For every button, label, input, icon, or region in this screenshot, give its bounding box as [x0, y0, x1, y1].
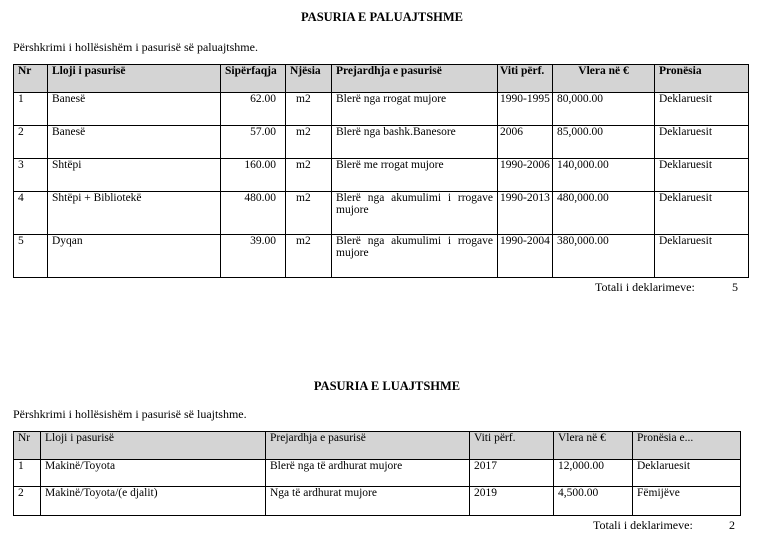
immovable-title: PASURIA E PALUAJTSHME — [300, 10, 464, 24]
cell-value: 12,000.00 — [554, 460, 633, 487]
col-header-year: Viti përf. — [498, 65, 553, 93]
cell-nr: 2 — [14, 126, 48, 159]
cell-owner: Deklaruesit — [655, 235, 749, 278]
cell-type: Makinë/Toyota — [41, 460, 266, 487]
col-header-year: Viti përf. — [470, 432, 554, 460]
table-row — [14, 126, 749, 159]
cell-year: 2019 — [470, 487, 554, 516]
cell-owner: Deklaruesit — [655, 126, 749, 159]
col-header-type: Lloji i pasurisë — [48, 65, 221, 93]
cell-nr: 4 — [14, 192, 48, 235]
cell-year: 1990-2013 — [498, 192, 553, 235]
cell-origin: Blerë me rrogat mujore — [332, 159, 498, 192]
cell-owner: Deklaruesit — [655, 192, 749, 235]
cell-type: Shtëpi + Bibliotekë — [48, 192, 221, 235]
movable-description: Përshkrimi i hollësishëm i pasurisë së luajtshme. — [13, 407, 247, 421]
table-row — [14, 460, 741, 487]
cell-owner: Fëmijëve — [633, 487, 741, 516]
cell-origin: Blerë nga akumulimi i rrogave mujore — [332, 192, 498, 235]
cell-area: 160.00 — [221, 159, 286, 192]
cell-origin: Blerë nga të ardhurat mujore — [266, 460, 470, 487]
table-row — [14, 235, 749, 278]
cell-nr: 5 — [14, 235, 48, 278]
cell-year: 1990-2004 — [498, 235, 553, 278]
cell-year: 2017 — [470, 460, 554, 487]
immovable-header-row — [14, 65, 749, 93]
cell-nr: 3 — [14, 159, 48, 192]
col-header-owner: Pronësia e... — [633, 432, 741, 460]
cell-year: 1990-2006 — [498, 159, 553, 192]
cell-type: Banesë — [48, 93, 221, 126]
cell-area: 39.00 — [221, 235, 286, 278]
col-header-nr: Nr — [14, 432, 41, 460]
cell-unit: m2 — [286, 192, 332, 235]
cell-type: Dyqan — [48, 235, 221, 278]
cell-year: 1990-1995 — [498, 93, 553, 126]
cell-unit: m2 — [286, 159, 332, 192]
col-header-value: Vlera në € — [553, 65, 655, 93]
movable-total-value: 2 — [729, 518, 735, 532]
cell-nr: 1 — [14, 460, 41, 487]
col-header-origin: Prejardhja e pasurisë — [332, 65, 498, 93]
immovable-total-label: Totali i deklarimeve: — [595, 280, 695, 294]
table-row — [14, 192, 749, 235]
cell-value: 380,000.00 — [553, 235, 655, 278]
cell-value: 85,000.00 — [553, 126, 655, 159]
cell-type: Shtëpi — [48, 159, 221, 192]
cell-origin: Blerë nga rrogat mujore — [332, 93, 498, 126]
cell-year: 2006 — [498, 126, 553, 159]
cell-unit: m2 — [286, 126, 332, 159]
col-header-value: Vlera në € — [554, 432, 633, 460]
cell-unit: m2 — [286, 93, 332, 126]
table-row — [14, 93, 749, 126]
col-header-unit: Njësia — [286, 65, 332, 93]
movable-title: PASURIA E LUAJTSHME — [313, 379, 461, 393]
immovable-description: Përshkrimi i hollësishëm i pasurisë së paluajtshme. — [13, 40, 258, 54]
cell-nr: 2 — [14, 487, 41, 516]
cell-area: 62.00 — [221, 93, 286, 126]
movable-total-label: Totali i deklarimeve: — [593, 518, 693, 532]
cell-owner: Deklaruesit — [633, 460, 741, 487]
cell-origin: Nga të ardhurat mujore — [266, 487, 470, 516]
cell-area: 57.00 — [221, 126, 286, 159]
cell-origin: Blerë nga bashk.Banesore — [332, 126, 498, 159]
cell-nr: 1 — [14, 93, 48, 126]
cell-origin: Blerë nga akumulimi i rrogave mujore — [332, 235, 498, 278]
cell-value: 140,000.00 — [553, 159, 655, 192]
col-header-type: Lloji i pasurisë — [41, 432, 266, 460]
col-header-origin: Prejardhja e pasurisë — [266, 432, 470, 460]
table-row — [14, 159, 749, 192]
cell-owner: Deklaruesit — [655, 159, 749, 192]
cell-value: 80,000.00 — [553, 93, 655, 126]
cell-owner: Deklaruesit — [655, 93, 749, 126]
cell-unit: m2 — [286, 235, 332, 278]
movable-header-row — [14, 432, 741, 460]
cell-area: 480.00 — [221, 192, 286, 235]
immovable-total-value: 5 — [732, 280, 738, 294]
movable-table — [13, 431, 741, 516]
col-header-owner: Pronësia — [655, 65, 749, 93]
col-header-nr: Nr — [14, 65, 48, 93]
col-header-area: Sipërfaqja — [221, 65, 286, 93]
immovable-table — [13, 64, 749, 278]
table-row — [14, 487, 741, 516]
cell-type: Makinë/Toyota/(e djalit) — [41, 487, 266, 516]
cell-value: 480,000.00 — [553, 192, 655, 235]
cell-value: 4,500.00 — [554, 487, 633, 516]
cell-type: Banesë — [48, 126, 221, 159]
